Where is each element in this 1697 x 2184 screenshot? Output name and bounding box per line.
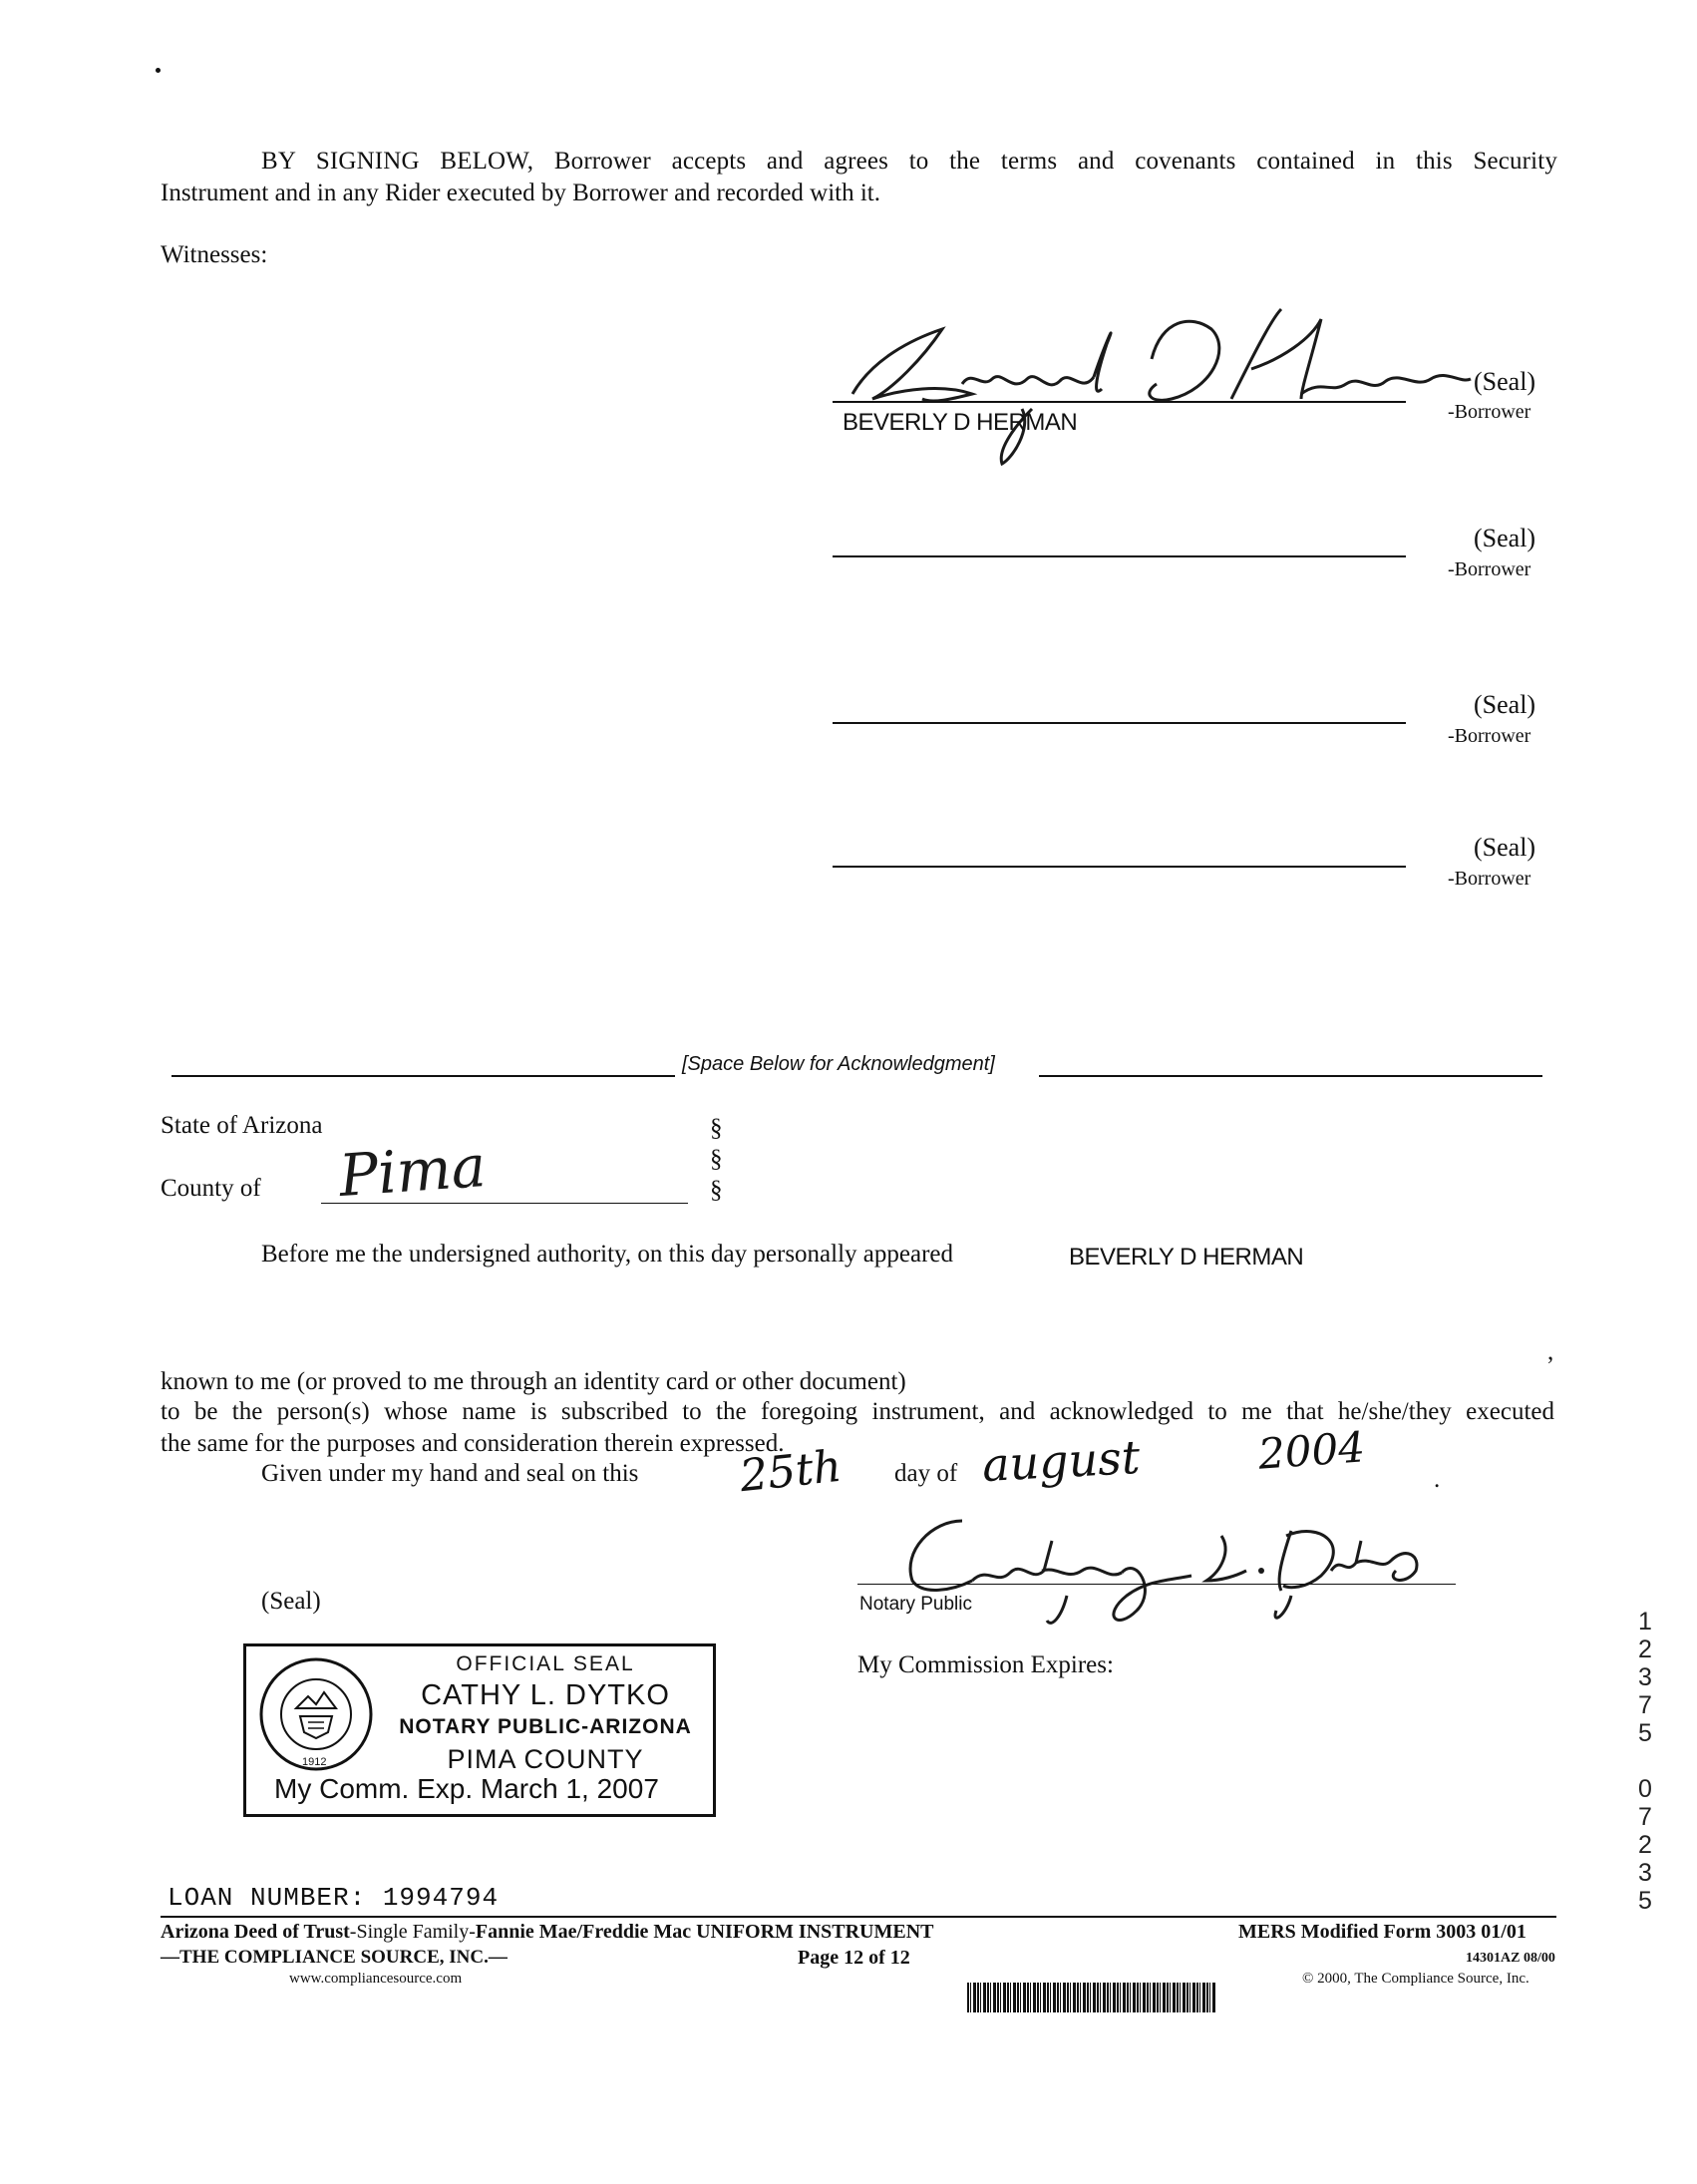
state-seal-emblem xyxy=(258,1656,374,1772)
signature-line-3 xyxy=(833,722,1406,724)
stamp-text xyxy=(386,1650,705,1776)
scan-dot xyxy=(156,68,161,73)
county-value-handwritten: Pima xyxy=(336,1131,489,1211)
handwritten-signature-beverly xyxy=(833,299,1481,469)
notary-seal-label: (Seal) xyxy=(261,1588,321,1615)
notary-public-label: Notary Public xyxy=(859,1594,972,1615)
side-digit: 2 xyxy=(1638,1636,1652,1663)
borrower-role-2: -Borrower xyxy=(1448,558,1531,580)
official-seal-stamp xyxy=(243,1643,716,1817)
side-digit: 5 xyxy=(1638,1887,1652,1915)
appeared-text: Before me the undersigned authority, on this day personally appeared xyxy=(261,1241,953,1268)
footer-form: MERS Modified Form 3003 01/01 xyxy=(1238,1921,1527,1943)
footer-company: —THE COMPLIANCE SOURCE, INC.— xyxy=(161,1947,508,1968)
seal-label-2: (Seal) xyxy=(1474,524,1536,552)
commission-expires-label: My Commission Expires: xyxy=(857,1651,1114,1678)
given-day-of: day of xyxy=(894,1460,958,1487)
stamp-line-expiration: My Comm. Exp. March 1, 2007 xyxy=(274,1773,659,1804)
comma-mark: , xyxy=(1547,1338,1554,1365)
footer-title-part-1: Arizona Deed of Trust xyxy=(161,1921,350,1943)
side-digit: 1 xyxy=(1638,1608,1652,1636)
given-period: . xyxy=(1434,1466,1441,1493)
given-year-handwritten: 2004 xyxy=(1256,1422,1367,1479)
notary-signature xyxy=(892,1501,1431,1631)
stamp-line-official-seal: OFFICIAL SEAL xyxy=(456,1652,635,1675)
borrower-role-4: -Borrower xyxy=(1448,868,1531,890)
state-label: State of Arizona xyxy=(161,1112,323,1139)
side-digit: 5 xyxy=(1638,1719,1652,1747)
given-day-handwritten: 25th xyxy=(737,1440,845,1503)
section-symbol-1: § xyxy=(710,1115,723,1142)
signature-line-2 xyxy=(833,555,1406,557)
loan-number: LOAN NUMBER: 1994794 xyxy=(168,1883,500,1913)
stamp-line-county: PIMA COUNTY xyxy=(447,1744,644,1774)
footer-form-code: 14301AZ 08/00 xyxy=(1466,1951,1555,1966)
footer-page: Page 12 of 12 xyxy=(798,1947,910,1969)
barcode xyxy=(967,1983,1216,2012)
side-document-number xyxy=(1633,1608,1657,1915)
side-digit: 0 xyxy=(1638,1775,1652,1803)
borrower-role-1: -Borrower xyxy=(1448,401,1531,423)
borrower-role-3: -Borrower xyxy=(1448,725,1531,747)
seal-label-1: (Seal) xyxy=(1474,367,1536,396)
handwritten-signature-cathy xyxy=(892,1501,1431,1631)
stamp-line-notary-public: NOTARY PUBLIC-ARIZONA xyxy=(399,1715,692,1738)
borrower-name-1: BEVERLY D HERMAN xyxy=(843,409,1078,436)
footer-rule xyxy=(161,1916,1556,1918)
section-symbol-3: § xyxy=(710,1177,723,1204)
seal-label-3: (Seal) xyxy=(1474,690,1536,719)
notary-signature-line xyxy=(857,1584,1456,1585)
side-digit: 2 xyxy=(1638,1831,1652,1859)
footer-title xyxy=(161,1921,934,1944)
signature-line-1 xyxy=(833,401,1406,403)
footer-copyright: © 2000, The Compliance Source, Inc. xyxy=(1302,1971,1529,1987)
ack-rule-right xyxy=(1039,1075,1542,1077)
appeared-name: BEVERLY D HERMAN xyxy=(1069,1244,1304,1271)
footer-title-part-2: -Single Family- xyxy=(349,1921,476,1943)
witnesses-label: Witnesses: xyxy=(161,241,268,268)
ack-rule-left xyxy=(171,1075,675,1077)
known-line-2: to be the person(s) whose name is subscribed to the foregoing instrument, and acknowledged to me that he/she/they executed xyxy=(161,1398,1554,1425)
acknowledgment-header: [Space Below for Acknowledgment] xyxy=(682,1053,995,1075)
side-digit: 7 xyxy=(1638,1691,1652,1719)
borrower-signature xyxy=(833,299,1481,469)
intro-line-1: BY SIGNING BELOW, Borrower accepts and agrees to the terms and covenants contained in this Security xyxy=(261,148,1557,175)
known-line-3: the same for the purposes and consideration therein expressed. xyxy=(161,1430,785,1457)
intro-line-2: Instrument and in any Rider executed by Borrower and recorded with it. xyxy=(161,180,880,206)
seal-label-4: (Seal) xyxy=(1474,833,1536,862)
side-digit: 7 xyxy=(1638,1803,1652,1831)
section-symbol-2: § xyxy=(710,1146,723,1173)
stamp-line-notary-name: CATHY L. DYTKO xyxy=(421,1679,670,1711)
seal-emblem-year: 1912 xyxy=(302,1756,327,1768)
arizona-seal-icon xyxy=(258,1656,374,1772)
side-digit: 3 xyxy=(1638,1859,1652,1887)
given-prefix: Given under my hand and seal on this xyxy=(261,1460,639,1487)
known-line-1: known to me (or proved to me through an identity card or other document) xyxy=(161,1368,906,1395)
side-digit: 3 xyxy=(1638,1663,1652,1691)
given-month-handwritten: august xyxy=(980,1429,1142,1493)
signature-line-4 xyxy=(833,866,1406,868)
county-line xyxy=(321,1203,688,1204)
county-label: County of xyxy=(161,1175,261,1202)
footer-title-part-3: Fannie Mae/Freddie Mac UNIFORM INSTRUMENT xyxy=(475,1921,934,1943)
footer-website: www.compliancesource.com xyxy=(289,1971,463,1987)
